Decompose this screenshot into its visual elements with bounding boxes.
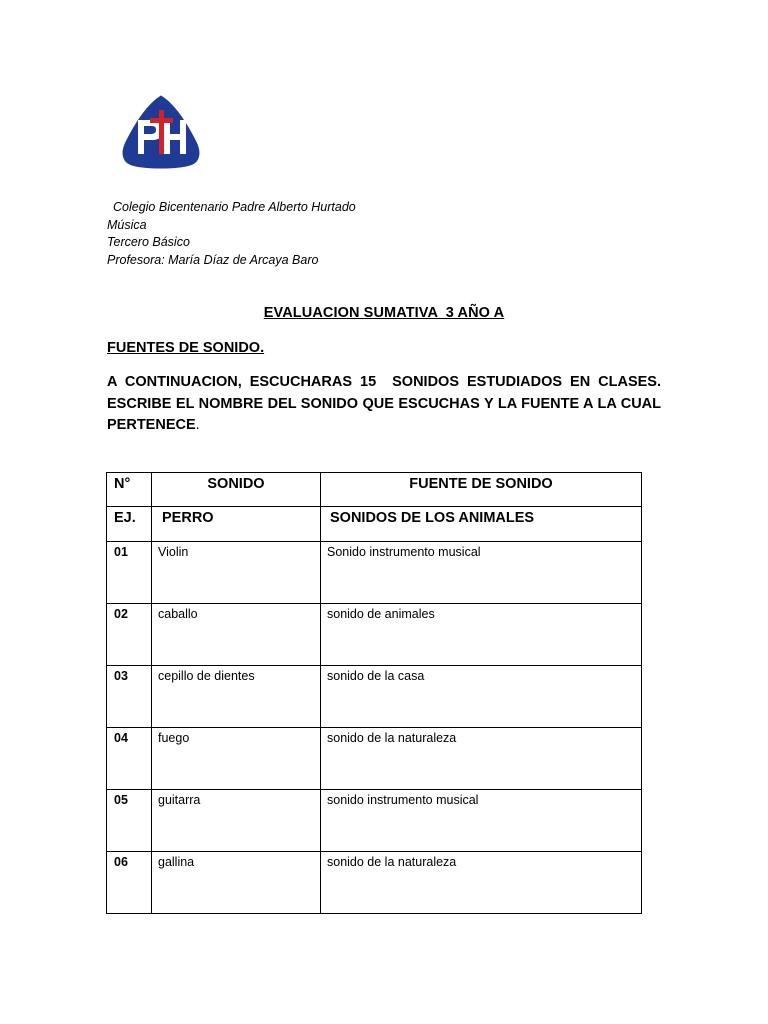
table-row — [107, 604, 642, 666]
row-sound — [152, 728, 321, 790]
instructions-paragraph — [107, 372, 666, 437]
table-row — [107, 852, 642, 914]
header-number — [107, 473, 152, 507]
row-sound — [152, 604, 321, 666]
row-sound-text: Violin — [158, 545, 189, 559]
row-sound-text: caballo — [158, 607, 198, 621]
row-source-text: Sonido instrumento musical — [327, 545, 481, 559]
teacher-line: Profesora: María Díaz de Arcaya Baro — [107, 252, 319, 267]
row-source-text: sonido de la casa — [327, 669, 425, 683]
row-number — [107, 852, 152, 914]
sounds-table — [106, 472, 642, 914]
row-source-text: sonido de animales — [327, 607, 435, 621]
page-title-text: EVALUACION SUMATIVA 3 AÑO A — [263, 305, 505, 321]
header-sound — [152, 473, 321, 507]
row-sound — [152, 852, 321, 914]
header-source — [321, 473, 642, 507]
row-number-text: 05 — [114, 793, 128, 807]
row-sound — [152, 790, 321, 852]
example-source-text: SONIDOS DE LOS ANIMALES — [330, 510, 535, 526]
row-number — [107, 790, 152, 852]
grade-line: Tercero Básico — [107, 235, 190, 249]
row-sound-text: gallina — [158, 855, 195, 869]
row-sound — [152, 542, 321, 604]
row-number-text: 01 — [114, 545, 128, 559]
table-row — [107, 542, 642, 604]
row-source — [321, 852, 642, 914]
row-source-text: sonido de la naturaleza — [327, 731, 457, 745]
instructions-period: . — [195, 417, 200, 433]
row-source-text: sonido de la naturaleza — [327, 855, 457, 869]
example-row — [107, 507, 642, 542]
row-number — [107, 728, 152, 790]
row-number-text: 04 — [114, 731, 128, 745]
table-header-row — [107, 473, 642, 507]
row-number — [107, 542, 152, 604]
subject-line: Música — [107, 217, 147, 232]
row-source — [321, 790, 642, 852]
row-number-text: 03 — [114, 669, 128, 683]
row-sound-text: cepillo de dientes — [158, 669, 255, 683]
row-source — [321, 666, 642, 728]
table-row — [107, 790, 642, 852]
school-header — [107, 199, 356, 269]
example-sound-text: PERRO — [162, 510, 214, 526]
row-number — [107, 604, 152, 666]
header-number-label: N° — [114, 476, 131, 492]
example-sound — [152, 507, 321, 542]
page-title — [0, 305, 768, 321]
row-source — [321, 542, 642, 604]
header-source-label: FUENTE DE SONIDO — [409, 476, 553, 492]
row-number-text: 02 — [114, 607, 128, 621]
example-number-text: EJ. — [114, 510, 136, 526]
row-source — [321, 604, 642, 666]
row-sound — [152, 666, 321, 728]
row-number-text: 06 — [114, 855, 128, 869]
school-name: Colegio Bicentenario Padre Alberto Hurtado — [113, 200, 356, 214]
example-number — [107, 507, 152, 542]
header-sound-label: SONIDO — [207, 476, 265, 492]
school-logo — [118, 94, 204, 170]
table-row — [107, 666, 642, 728]
section-subtitle: FUENTES DE SONIDO. — [107, 340, 265, 356]
row-sound-text: fuego — [158, 731, 190, 745]
row-source — [321, 728, 642, 790]
example-source — [321, 507, 642, 542]
row-number — [107, 666, 152, 728]
row-source-text: sonido instrumento musical — [327, 793, 479, 807]
instructions-text: A CONTINUACION, ESCUCHARAS 15 SONIDOS ESTUDIADOS EN CLASES. ESCRIBE EL NOMBRE DEL SONIDO QUE ESCUCHAS Y LA FUENTE A LA CUAL PERTENECE — [107, 374, 666, 433]
row-sound-text: guitarra — [158, 793, 201, 807]
table-row — [107, 728, 642, 790]
